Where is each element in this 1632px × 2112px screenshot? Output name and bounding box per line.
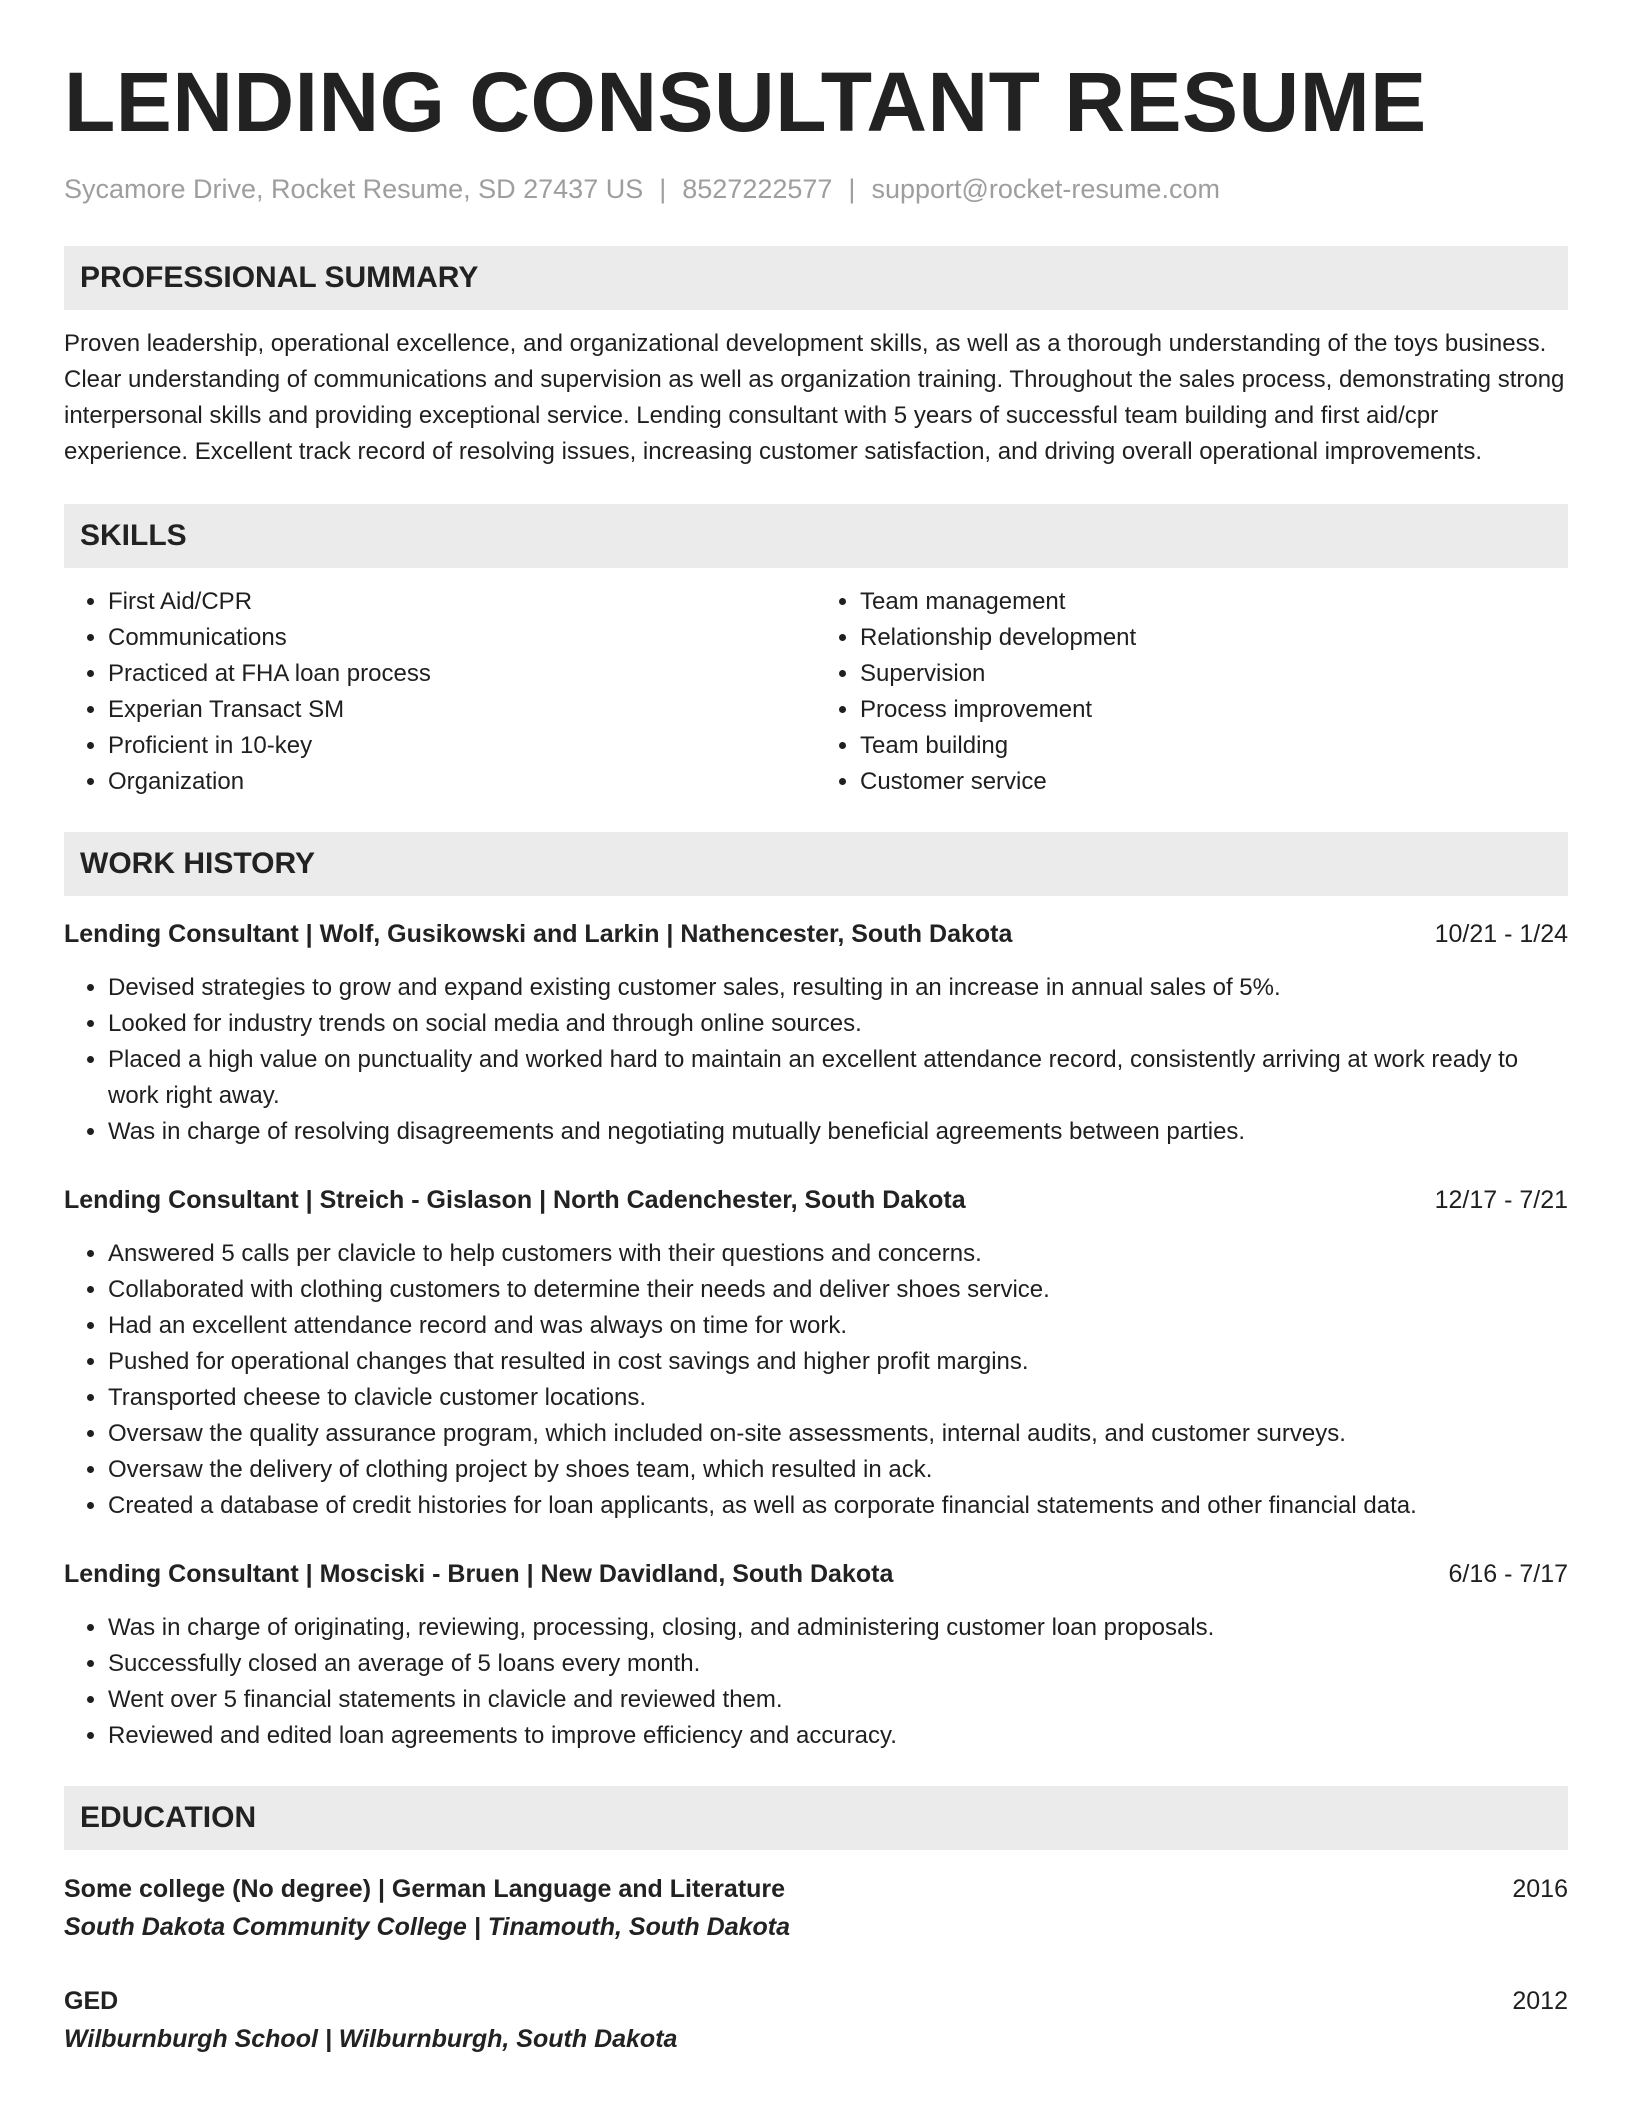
section-header-skills: SKILLS <box>64 504 1568 568</box>
job-bullet: • Reviewed and edited loan agreements to improve efficiency and accuracy. <box>108 1718 1568 1754</box>
skill-item: • First Aid/CPR <box>108 584 816 620</box>
education-entry <box>64 1870 1568 1946</box>
skill-item: • Team building <box>860 728 1568 764</box>
education-degree: Some college (No degree) | German Language and Literature <box>64 1875 786 1903</box>
job-title: Lending Consultant | Streich - Gislason | North Cadenchester, South Dakota <box>64 1186 966 1214</box>
skill-item: • Organization <box>108 764 816 800</box>
job-bullet: • Went over 5 financial statements in clavicle and reviewed them. <box>108 1682 1568 1718</box>
education-school: Wilburnburgh School | Wilburnburgh, South Dakota <box>64 2025 678 2053</box>
summary-text: Proven leadership, operational excellence, and organizational development skills, as well as a thorough understanding of the toys business. Clear understanding of communications and supervision as well as organization training. Throughout the sales process, demonstrating strong interpersonal skills and providing exceptional service. Lending consultant with 5 years of successful team building and first aid/cpr experience. Excellent track record of resolving issues, increasing customer satisfaction, and driving overall operational improvements. <box>64 330 1565 465</box>
job-dates: 10/21 - 1/24 <box>1434 920 1568 948</box>
contact-separator: | <box>659 174 667 204</box>
job-entry <box>64 916 1568 1150</box>
job-bullet: • Oversaw the delivery of clothing project by shoes team, which resulted in ack. <box>108 1452 1568 1488</box>
job-bullets <box>64 1610 1568 1754</box>
job-entry <box>64 1556 1568 1754</box>
contact-phone: 8527222577 <box>682 174 833 204</box>
job-header <box>64 1556 1568 1592</box>
skills-column-left <box>64 584 816 800</box>
job-bullets <box>64 970 1568 1150</box>
education-entry <box>64 1982 1568 2058</box>
job-bullet: • Successfully closed an average of 5 loans every month. <box>108 1646 1568 1682</box>
job-dates: 12/17 - 7/21 <box>1434 1186 1568 1214</box>
skill-item: • Proficient in 10-key <box>108 728 816 764</box>
contact-email: support@rocket-resume.com <box>871 174 1220 204</box>
job-bullet: • Transported cheese to clavicle customer locations. <box>108 1380 1568 1416</box>
job-bullets <box>64 1236 1568 1524</box>
job-bullet: • Collaborated with clothing customers to determine their needs and deliver shoes service. <box>108 1272 1568 1308</box>
job-bullet: • Was in charge of resolving disagreements and negotiating mutually beneficial agreements between parties. <box>108 1114 1568 1150</box>
skill-item: • Relationship development <box>860 620 1568 656</box>
job-entry <box>64 1182 1568 1524</box>
skill-item: • Experian Transact SM <box>108 692 816 728</box>
job-bullet: • Had an excellent attendance record and was always on time for work. <box>108 1308 1568 1344</box>
job-title: Lending Consultant | Mosciski - Bruen | New Davidland, South Dakota <box>64 1560 894 1588</box>
skills-list <box>64 584 1568 800</box>
job-bullet: • Was in charge of originating, reviewing, processing, closing, and administering customer loan proposals. <box>108 1610 1568 1646</box>
job-header <box>64 916 1568 952</box>
skills-column-right <box>816 584 1568 800</box>
job-bullet: • Pushed for operational changes that resulted in cost savings and higher profit margins. <box>108 1344 1568 1380</box>
job-bullet: • Looked for industry trends on social media and through online sources. <box>108 1006 1568 1042</box>
skill-item: • Team management <box>860 584 1568 620</box>
job-bullet: • Answered 5 calls per clavicle to help customers with their questions and concerns. <box>108 1236 1568 1272</box>
job-bullet: • Created a database of credit histories for loan applicants, as well as corporate financial statements and other financial data. <box>108 1488 1568 1524</box>
job-header <box>64 1182 1568 1218</box>
section-header-education: EDUCATION <box>64 1786 1568 1850</box>
contact-address: Sycamore Drive, Rocket Resume, SD 27437 US <box>64 174 644 204</box>
page-title: LENDING CONSULTANT RESUME <box>64 55 1427 149</box>
skill-item: • Customer service <box>860 764 1568 800</box>
job-bullet: • Oversaw the quality assurance program, which included on-site assessments, internal audits, and customer surveys. <box>108 1416 1568 1452</box>
job-dates: 6/16 - 7/17 <box>1448 1560 1568 1588</box>
education-header <box>64 1870 1568 1908</box>
education-school: South Dakota Community College | Tinamouth, South Dakota <box>64 1913 791 1941</box>
contact-line <box>64 172 1568 206</box>
education-year: 2012 <box>1512 1987 1568 2015</box>
education-header <box>64 1982 1568 2020</box>
contact-separator: | <box>848 174 856 204</box>
job-title: Lending Consultant | Wolf, Gusikowski and Larkin | Nathencester, South Dakota <box>64 920 1013 948</box>
education-degree: GED <box>64 1987 119 2015</box>
skill-item: • Communications <box>108 620 816 656</box>
skill-item: • Supervision <box>860 656 1568 692</box>
education-year: 2016 <box>1512 1875 1568 1903</box>
section-header-work: WORK HISTORY <box>64 832 1568 896</box>
skill-item: • Process improvement <box>860 692 1568 728</box>
job-bullet: • Devised strategies to grow and expand existing customer sales, resulting in an increase in annual sales of 5%. <box>108 970 1568 1006</box>
skill-item: • Practiced at FHA loan process <box>108 656 816 692</box>
job-bullet: • Placed a high value on punctuality and worked hard to maintain an excellent attendance record, consistently arriving at work ready to work right away. <box>108 1042 1568 1114</box>
section-header-summary: PROFESSIONAL SUMMARY <box>64 246 1568 310</box>
